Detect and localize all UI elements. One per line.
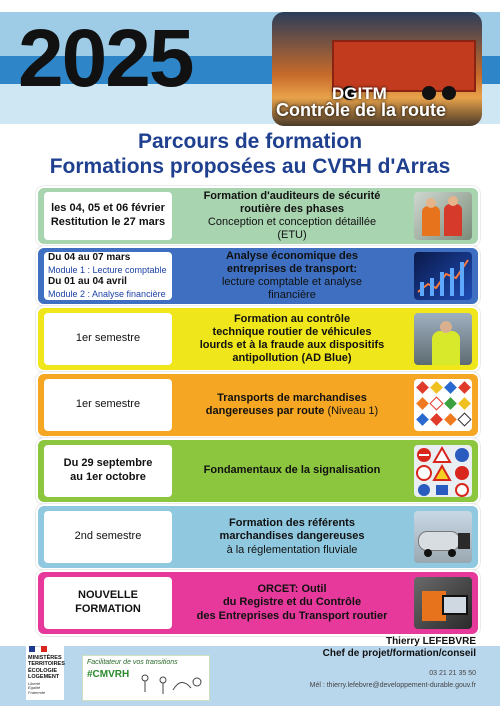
training-description: Formation des référents marchandises dangereuses à la réglementation fluviale	[219, 517, 365, 556]
page-subtitle: Formations proposées au CVRH d'Arras	[49, 155, 451, 178]
training-dates: les 04, 05 et 06 février Restitution le 27 mars	[44, 192, 172, 240]
tablet-control-icon	[414, 577, 472, 629]
header-subtitle: Contrôle de la route	[276, 100, 447, 120]
training-dates: NOUVELLE FORMATION	[44, 577, 172, 629]
training-row	[36, 372, 480, 438]
facilitator-banner: Facilitateur de vos transitions #CMVRH	[82, 655, 210, 701]
training-dates: 1er semestre	[44, 313, 172, 365]
training-description: Formation au contrôle technique routier de véhicules lourds et à la fraude aux dispositifs antipollution (AD Blue)	[199, 312, 385, 365]
training-row	[36, 246, 480, 306]
contact-name: Thierry LEFEBVRE	[385, 636, 476, 647]
training-row	[36, 438, 480, 504]
training-row	[36, 306, 480, 372]
training-description: Analyse économique des entreprises de transport: lecture comptable et analyse financière	[221, 249, 363, 302]
training-description: Formation d'auditeurs de sécurité routière des phases Conception et conception détaillée (ETU)	[203, 189, 381, 242]
road-signs-icon	[414, 445, 472, 497]
training-row	[36, 570, 480, 636]
training-description: Fondamentaux de la signalisation	[203, 464, 381, 477]
finance-chart-icon	[414, 252, 472, 300]
sketch-figures-icon	[135, 670, 205, 698]
training-dates: 1er semestre	[44, 379, 172, 431]
org-label: DGITM	[332, 84, 387, 103]
training-description: ORCET: Outil du Registre et du Contrôle des Entreprises du Transport routier	[196, 583, 388, 622]
tanker-truck-icon	[414, 511, 472, 563]
contact-email[interactable]: Mél : thierry.lefebvre@developpement-durable.gouv.fr	[309, 682, 476, 689]
training-dates: 2nd semestre	[44, 511, 172, 563]
inspector-icon	[414, 313, 472, 365]
contact-phone: 03 21 21 35 50	[429, 670, 476, 677]
training-dates: Du 04 au 07 mars Module 1 : Lecture comptable Du 01 au 04 avril Module 2 : Analyse financière	[44, 252, 172, 300]
year-heading: 2025	[18, 13, 193, 104]
training-dates: Du 29 septembre au 1er octobre	[44, 445, 172, 497]
training-row	[36, 504, 480, 570]
contact-role: Chef de projet/formation/conseil	[322, 648, 476, 659]
training-description: Transports de marchandises dangereuses par route (Niveau 1)	[205, 391, 379, 417]
workers-icon	[414, 192, 472, 240]
hazard-signs-icon	[414, 379, 472, 431]
page-title: Parcours de formation	[137, 130, 363, 153]
training-row	[36, 186, 480, 246]
ministry-logo: MINISTÈRES TERRITOIRES ÉCOLOGIE LOGEMENT Liberté Égalité Fraternité	[26, 642, 64, 700]
